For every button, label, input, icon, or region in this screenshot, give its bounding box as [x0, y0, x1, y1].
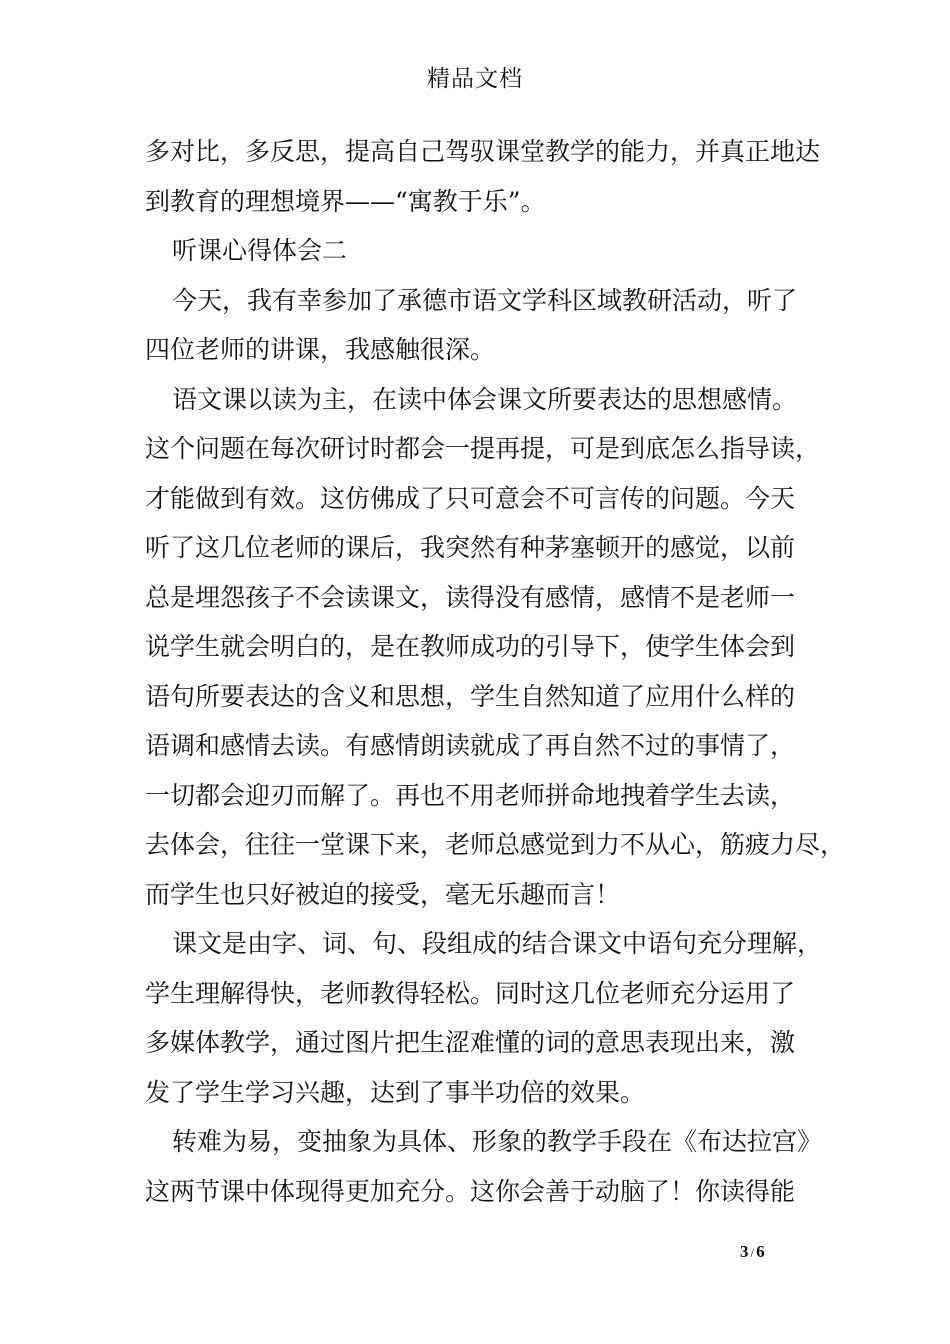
- body-line: 这个问题在每次研讨时都会一提再提，可是到底怎么指导读，: [145, 434, 821, 463]
- paragraph-start-line: 转难为易，变抽象为具体、形象的教学手段在《布达拉宫》: [172, 1127, 823, 1156]
- section-heading: 听课心得体会二: [172, 236, 348, 265]
- body-line: 说学生就会明白的，是在教师成功的引导下，使学生体会到: [145, 632, 796, 661]
- paragraph-start-line: 今天，我有幸参加了承德市语文学科区域教研活动，听了: [172, 285, 798, 315]
- body-line: 一切都会迎刃而解了。再也不用老师拼命地拽着学生去读，: [145, 780, 796, 810]
- body-line: 而学生也只好被迫的接受，毫无乐趣而言！: [145, 879, 621, 909]
- page-separator: /: [750, 1245, 755, 1260]
- body-line: 四位老师的讲课，我感触很深。: [145, 335, 496, 364]
- paragraph-start-line: 课文是由字、词、句、段组成的结合课文中语句充分理解，: [172, 929, 823, 958]
- body-line: 多对比，多反思，提高自己驾驭课堂教学的能力，并真正地达: [145, 137, 821, 166]
- body-line: 学生理解得快，老师教得轻松。同时这几位老师充分运用了: [145, 978, 796, 1008]
- page-current: 3: [740, 1242, 749, 1261]
- body-line: 到教育的理想境界——“寓教于乐”。: [145, 186, 546, 216]
- page-number: [740, 1240, 800, 1265]
- body-line: 这两节课中体现得更加充分。这你会善于动脑了！你读得能: [145, 1176, 796, 1206]
- body-line: 发了学生学习兴趣，达到了事半功倍的效果。: [145, 1077, 646, 1107]
- body-line: 去体会，往往一堂课下来，老师总感觉到力不从心，筋疲力尽，: [145, 830, 846, 859]
- page-header-title: 精品文档: [427, 66, 523, 92]
- document-body: [145, 132, 846, 1221]
- paragraph-start-line: 语文课以读为主，在读中体会课文所要表达的思想感情。: [172, 384, 798, 414]
- body-line: 听了这几位老师的课后，我突然有种茅塞顿开的感觉，以前: [145, 533, 796, 562]
- body-line: 总是埋怨孩子不会读课文，读得没有感情，感情不是老师一: [145, 582, 796, 612]
- page-total: 6: [756, 1242, 765, 1261]
- body-line: 语句所要表达的含义和思想，学生自然知道了应用什么样的: [145, 681, 796, 711]
- body-line: 语调和感情去读。有感情朗读就成了再自然不过的事情了，: [145, 731, 796, 760]
- body-line: 才能做到有效。这仿佛成了只可意会不可言传的问题。今天: [145, 483, 796, 513]
- body-line: 多媒体教学，通过图片把生涩难懂的词的意思表现出来，激: [145, 1028, 796, 1057]
